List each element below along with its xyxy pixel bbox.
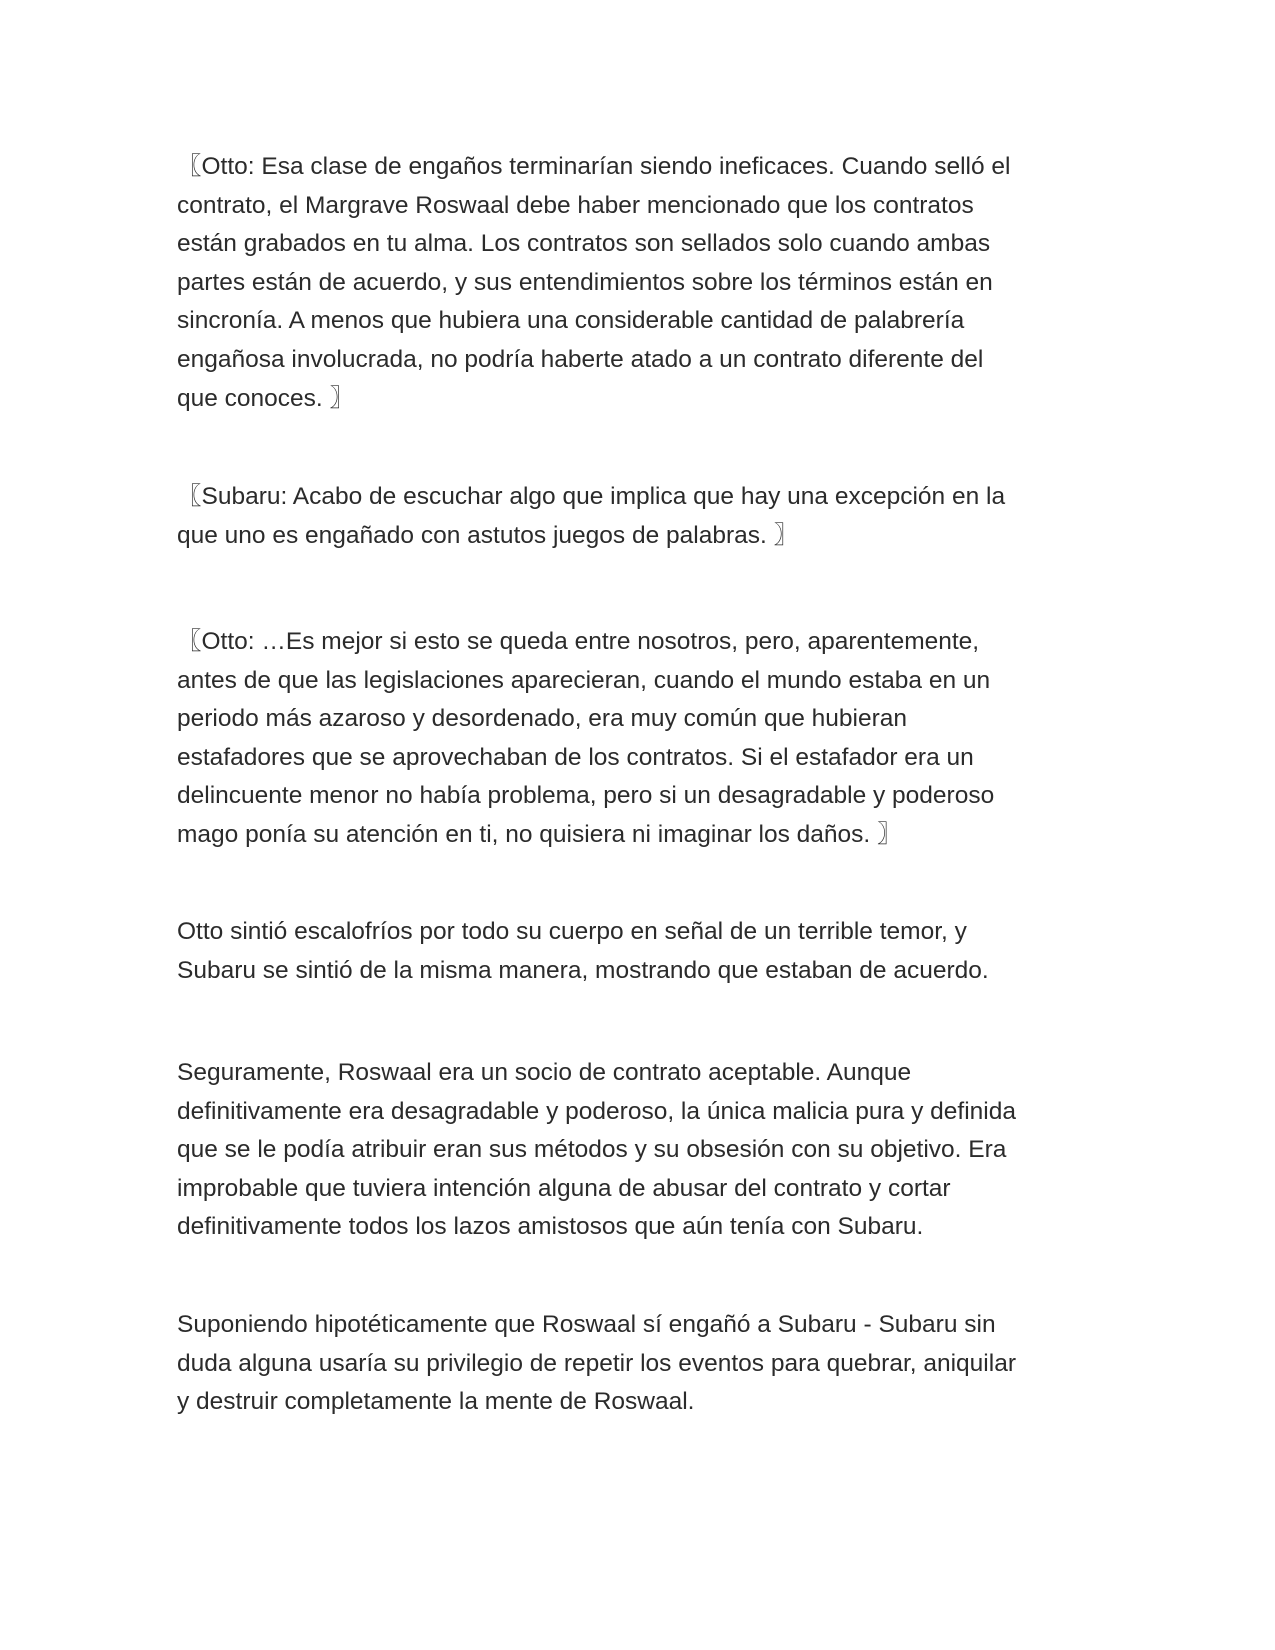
paragraph-otto-swindlers: 〖Otto: …Es mejor si esto se queda entre nosotros, pero, aparentemente, antes de que las legislaciones aparecieran, cuando el mundo estaba en un periodo más azaroso y desordenado, era muy común que hubieran estafadores que se aprovechaban de los contratos. Si el estafador era un delincuente menor no había problema, pero si un desagradable y poderoso mago ponía su atención en ti, no quisiera ni imaginar los daños. 〗 bbox=[177, 628, 995, 848]
paragraph-hypothetical: Suponiendo hipotéticamente que Roswaal sí engañó a Subaru - Subaru sin duda alguna usaría su privilegio de repetir los eventos para quebrar, aniquilar y destruir completamente la mente de Roswaal. bbox=[177, 1311, 1016, 1416]
paragraph-subaru-exception: 〖Subaru: Acabo de escuchar algo que implica que hay una excepción en la que uno es engañado con astutos juegos de palabras. 〗 bbox=[177, 483, 1006, 549]
paragraph-otto-contract-deception: 〖Otto: Esa clase de engaños terminarían siendo ineficaces. Cuando selló el contrato, el Margrave Roswaal debe haber mencionado que los contratos están grabados en tu alma. Los contratos son sellados solo cuando ambas partes están de acuerdo, y sus entendimientos sobre los términos están en sincronía. A menos que hubiera una considerable cantidad de palabrería engañosa involucrada, no podría haberte atado a un contrato diferente del que conoces. 〗 bbox=[177, 153, 1011, 412]
paragraph-roswaal-partner: Seguramente, Roswaal era un socio de contrato aceptable. Aunque definitivamente era desagradable y poderoso, la única malicia pura y definida que se le podía atribuir eran sus métodos y su obsesión con su objetivo. Era improbable que tuviera intención alguna de abusar del contrato y cortar definitivamente todos los lazos amistosos que aún tenía con Subaru. bbox=[177, 1059, 1016, 1241]
paragraph-shivers: Otto sintió escalofríos por todo su cuerpo en señal de un terrible temor, y Subaru se sintió de la misma manera, mostrando que estaban de acuerdo. bbox=[177, 918, 989, 984]
